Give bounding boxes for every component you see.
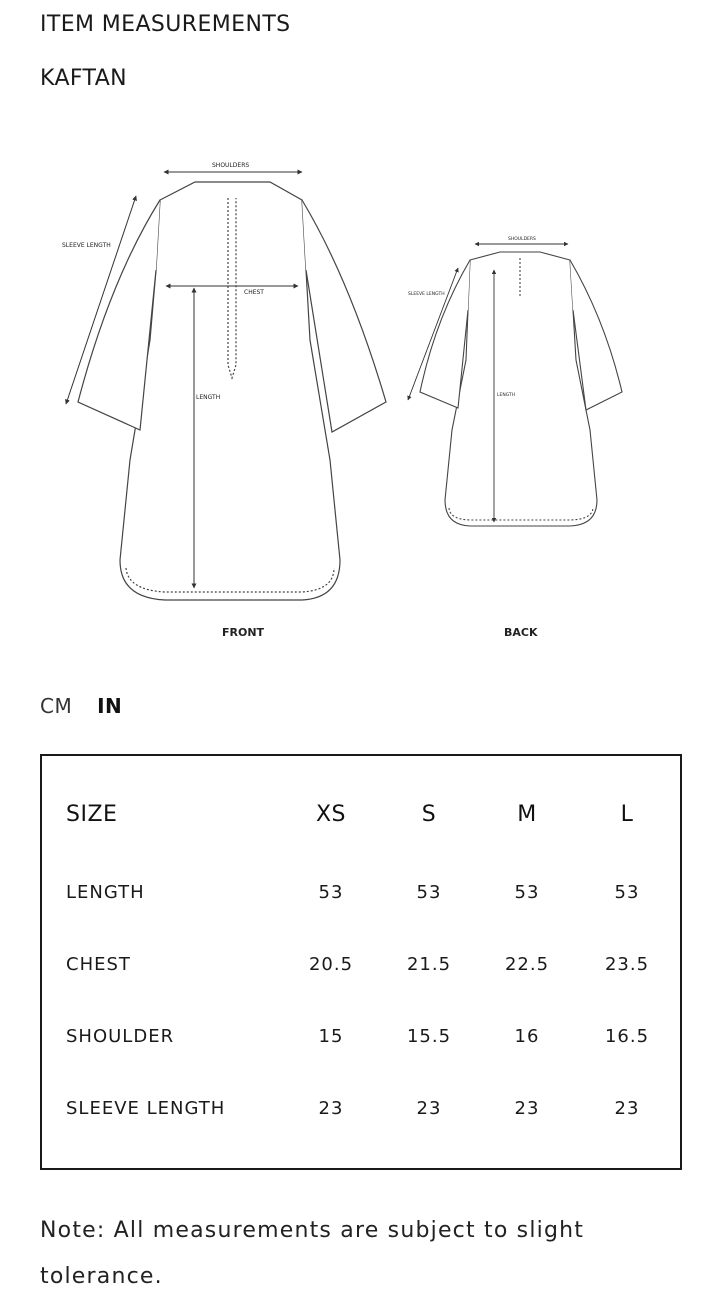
cell-value: 16.5: [604, 1026, 650, 1047]
cell-value: 53: [318, 882, 344, 903]
front-caption: FRONT: [222, 626, 265, 639]
table-row: [42, 1026, 680, 1056]
table-row: [42, 882, 680, 912]
front-label-shoulders: SHOULDERS: [212, 162, 250, 169]
cell-value: 21.5: [406, 954, 452, 975]
unit-toggle: [40, 694, 122, 718]
row-label: LENGTH: [66, 882, 145, 903]
table-row: [42, 1098, 680, 1128]
front-label-sleeve-length: SLEEVE LENGTH: [62, 242, 111, 249]
unit-in-button[interactable]: IN: [97, 694, 123, 718]
header-s: S: [421, 802, 437, 827]
back-label-shoulders: SHOULDERS: [508, 237, 536, 242]
back-garment-illustration: [420, 252, 622, 526]
header-l: L: [620, 802, 634, 827]
back-label-sleeve-length: SLEEVE LENGTH: [408, 292, 445, 297]
size-chart-table: [40, 754, 682, 1170]
cell-value: 15: [318, 1026, 344, 1047]
cell-value: 53: [614, 882, 640, 903]
header-xs: XS: [315, 802, 347, 827]
measurement-diagram: [40, 120, 680, 665]
header-m: M: [517, 802, 537, 827]
back-label-length: LENGTH: [497, 393, 516, 398]
front-garment-illustration: [78, 182, 386, 600]
cell-value: 53: [416, 882, 442, 903]
table-row: [42, 954, 680, 984]
back-caption: BACK: [504, 626, 538, 639]
cell-value: 23.5: [604, 954, 650, 975]
table-header-row: [42, 802, 680, 832]
row-label: CHEST: [66, 954, 131, 975]
header-size: SIZE: [66, 802, 118, 827]
cell-value: 16: [514, 1026, 540, 1047]
front-label-chest: CHEST: [244, 289, 264, 296]
row-label: SHOULDER: [66, 1026, 175, 1047]
product-name: KAFTAN: [40, 66, 127, 91]
cell-value: 23: [614, 1098, 640, 1119]
cell-value: 53: [514, 882, 540, 903]
row-label: SLEEVE LENGTH: [66, 1098, 226, 1119]
cell-value: 15.5: [406, 1026, 452, 1047]
front-label-length: LENGTH: [196, 394, 221, 401]
cell-value: 20.5: [308, 954, 354, 975]
cell-value: 23: [514, 1098, 540, 1119]
tolerance-note: Note: All measurements are subject to slight tolerance.: [40, 1218, 585, 1289]
unit-cm-button[interactable]: CM: [40, 694, 73, 718]
cell-value: 23: [416, 1098, 442, 1119]
cell-value: 23: [318, 1098, 344, 1119]
page-title: ITEM MEASUREMENTS: [40, 12, 291, 37]
cell-value: 22.5: [504, 954, 550, 975]
